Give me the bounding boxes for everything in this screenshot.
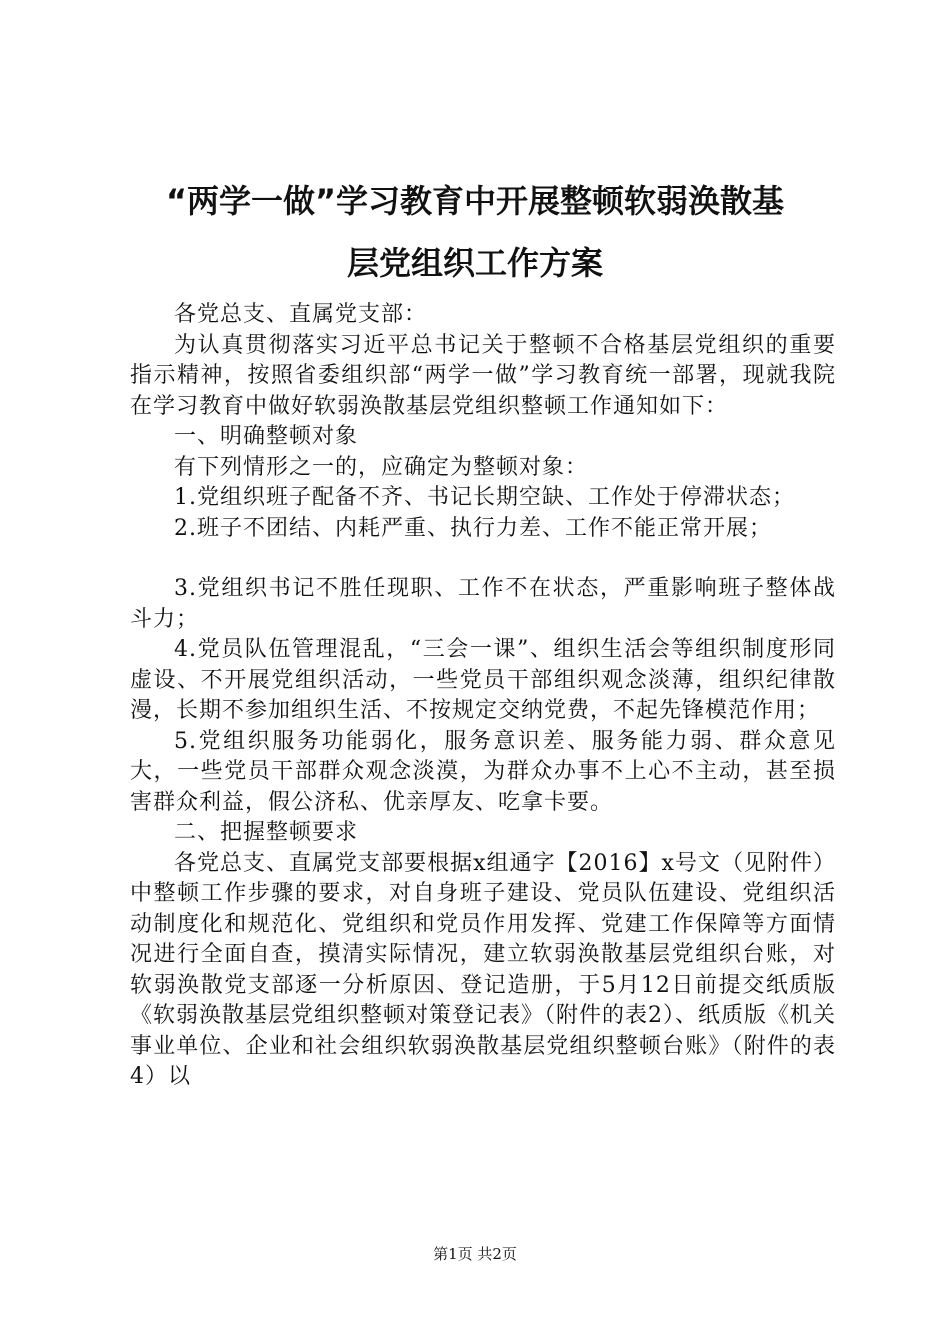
page-footer: 第1页 共2页: [433, 1245, 517, 1263]
intro-paragraph: 为认真贯彻落实习近平总书记关于整顿不合格基层党组织的重要指示精神，按照省委组织部“两学一做”学习教育统一部署，现就我院在学习教育中做好软弱涣散基层党组织整顿工作通知如下：: [130, 332, 836, 419]
list-item-4: 4.党员队伍管理混乱，“三会一课”、组织生活会等组织制度形同虚设、不开展党组织活动，一些党员干部组织观念淡薄，组织纪律散漫，长期不参加组织生活、不按规定交纳党费，不起先锋模范作用；: [130, 637, 836, 723]
document-body: [130, 300, 836, 1093]
section-1-lead: 有下列情形之一的，应确定为整顿对象：: [174, 454, 589, 480]
section-heading-1: 一、明确整顿对象: [174, 424, 359, 449]
list-item-3: 3.党组织书记不胜任现职、工作不在状态，严重影响班子整体战斗力；: [130, 576, 836, 632]
list-item-2: 2.班子不团结、内耗严重、执行力差、工作不能正常开展；: [174, 515, 772, 541]
salutation: 各党总支、直属党支部：: [174, 302, 428, 327]
section-heading-2: 二、把握整顿要求: [174, 820, 359, 845]
list-item-1: 1.党组织班子配备不齐、书记长期空缺、工作处于停滞状态；: [174, 485, 795, 510]
list-item-5: 5.党组织服务功能弱化，服务意识差、服务能力弱、群众意见大，一些党员干部群众观念淡漠，为群众办事不上心不主动，甚至损害群众利益，假公济私、优亲厚友、吃拿卡要。: [130, 728, 836, 815]
document-title: [100, 170, 850, 294]
title-line-1: “两学一做”学习教育中开展整顿软弱涣散基: [165, 182, 785, 220]
title-line-2: 层党组织工作方案: [346, 244, 603, 282]
section-2-paragraph: 各党总支、直属党支部要根据x组通字【2016】x号文（见附件）中整顿工作步骤的要求，对自身班子建设、党员队伍建设、党组织活动制度化和规范化、党组织和党员作用发挥、党建工作保障等方面情况进行全面自查，摸清实际情况，建立软弱涣散基层党组织台账，对软弱涣散党支部逐一分析原因、登记造册，于5月12日前提交纸质版《软弱涣散基层党组织整顿对策登记表》（附件的表2）、纸质版《机关事业单位、企业和社会组织软弱涣散基层党组织整顿台账》（附件的表4）以: [130, 850, 836, 1089]
